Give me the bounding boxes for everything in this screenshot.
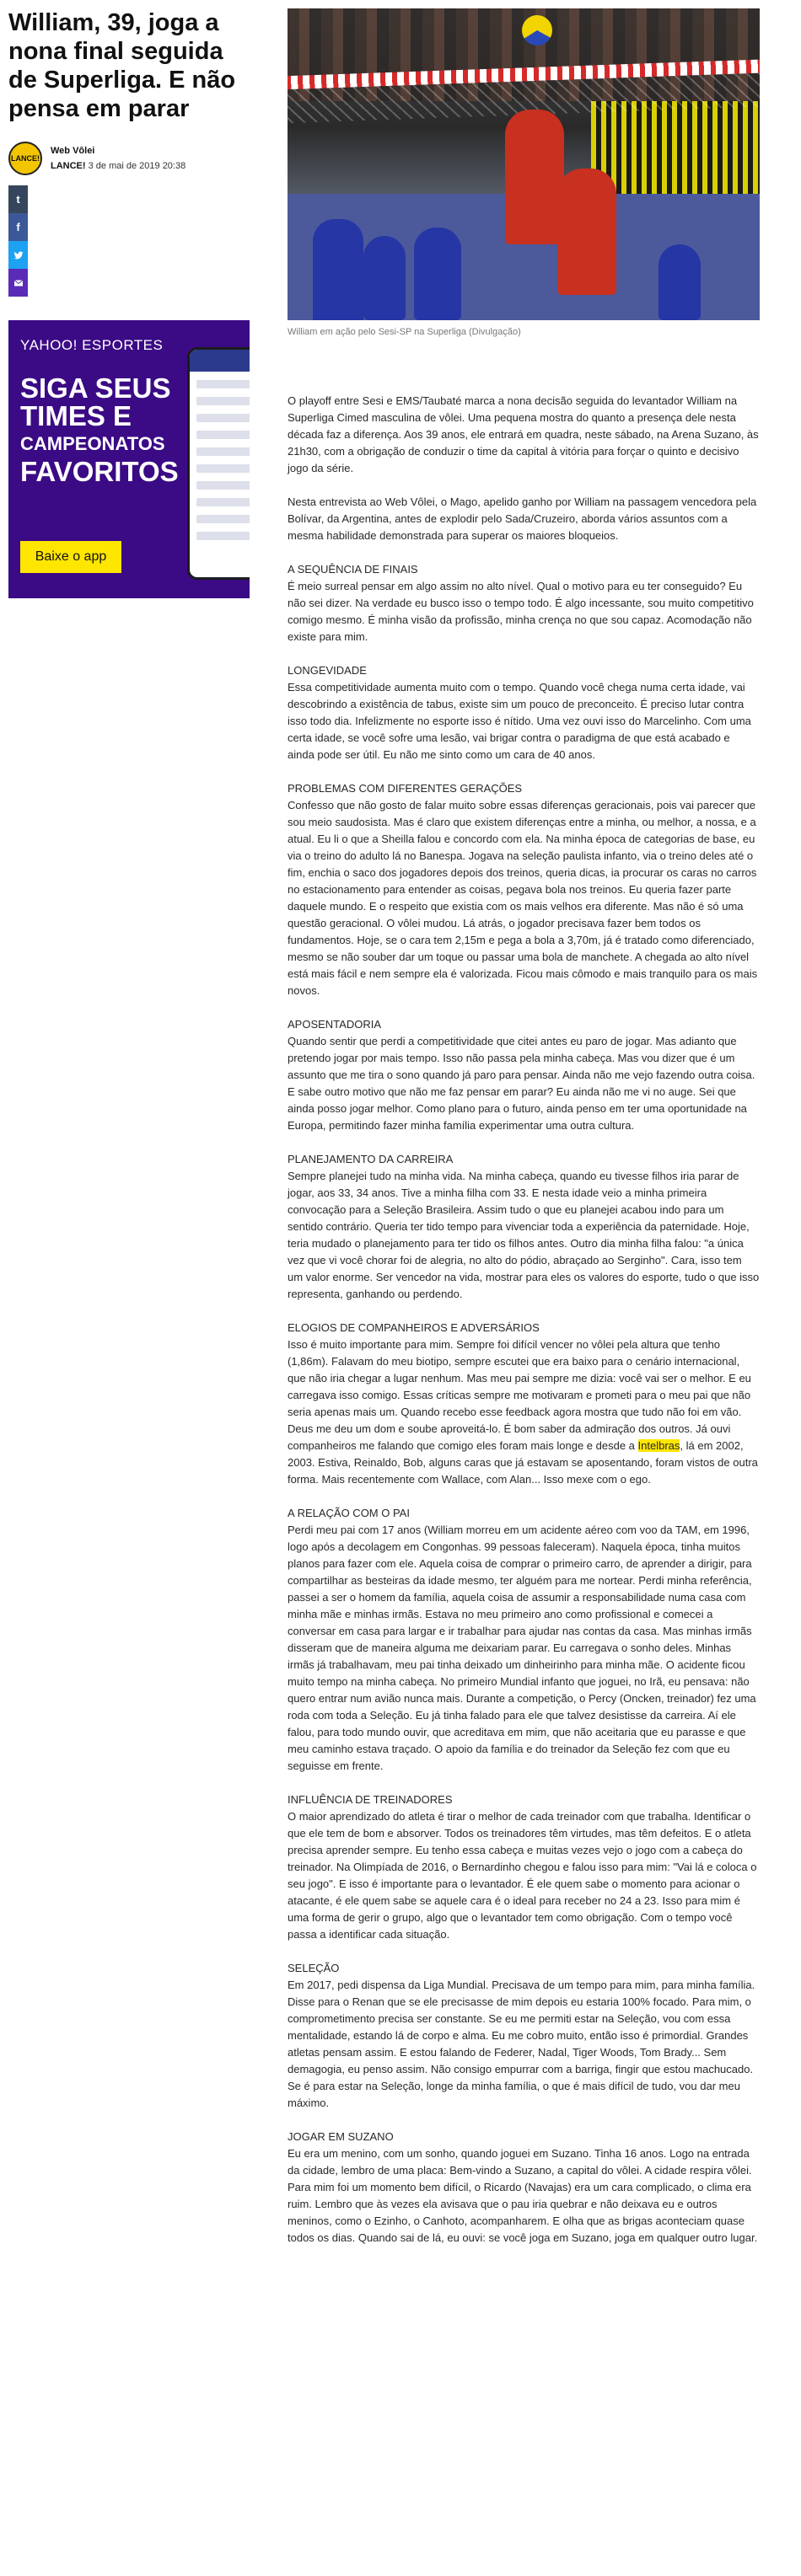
section-body: Em 2017, pedi dispensa da Liga Mundial. Precisava de um tempo para mim, para minha família. Disse para o Renan que se ele precisasse de mim depois eu estaria 100% focado. Para mim, o comprometimento precisa ser constante. Se eu me permiti estar na Seleção, vou com essa mentalidade, estando lá de corpo e alma. Eu me cobro muito, então isso é primordial. Grandes atletas pensam assim. E estou falando de Federer, Nadal, Tiger Woods, Tom Brady... Sem demagogia, eu penso assim. Não consigo empurrar com a barriga, fingir que estou machucado. Se é para estar na Seleção, longe da minha família, o que é mais difícil de tudo, vou dar meu máximo.	[288, 1979, 755, 2109]
section-elogios	[288, 1320, 760, 1488]
tumblr-icon: t	[16, 193, 20, 206]
section-title: A RELAÇÃO COM O PAI	[288, 1507, 410, 1519]
photo-caption: William em ação pelo Sesi-SP na Superliga (Divulgação)	[288, 327, 521, 337]
section-treinadores	[288, 1791, 760, 1943]
facebook-share-button[interactable]	[8, 213, 28, 241]
byline	[8, 142, 253, 175]
twitter-icon	[13, 250, 24, 260]
email-share-button[interactable]	[8, 269, 28, 297]
section-suzano	[288, 2129, 760, 2247]
section-title: SELEÇÃO	[288, 1962, 340, 1974]
left-column	[8, 8, 253, 598]
main-column	[288, 8, 760, 2263]
volleyball-ball	[522, 15, 552, 46]
ad-line-1: SIGA SEUS	[20, 372, 171, 404]
ad-phone-mockup	[187, 347, 250, 580]
intelbras-highlight-link[interactable]: Intelbras	[637, 1439, 680, 1452]
author-avatar[interactable]: LANCE!	[8, 142, 42, 175]
section-body	[288, 1336, 760, 1488]
section-body-text: , lá em 2002, 2003. Estiva, Reinaldo, Bob, alguns caras que já estavam se aposentando, foram vistos de outra forma. Mais recentemente com Wallace, com Alan... Isso mexe com o ego.	[288, 1439, 758, 1486]
section-body: É meio surreal pensar em algo assim no alto nível. Qual o motivo para eu ter conseguido? Eu não sei dizer. Na verdade eu busco isso o tempo todo. É algo incessante, sou muito competitivo comigo mesmo. É minha visão da profissão, minha crença no que sou capaz. Acomodação não existe para mim.	[288, 580, 754, 643]
section-title: APOSENTADORIA	[288, 1018, 382, 1031]
section-title: ELOGIOS DE COMPANHEIROS E ADVERSÁRIOS	[288, 1321, 540, 1334]
byline-text	[51, 143, 185, 174]
source-name: LANCE!	[51, 161, 86, 171]
section-pai	[288, 1505, 760, 1775]
facebook-icon: f	[16, 221, 20, 233]
tumblr-share-button[interactable]	[8, 185, 28, 213]
article-headline: William, 39, joga a nona final seguida de Superliga. E não pensa em parar	[8, 9, 236, 122]
ad-headline	[20, 374, 197, 485]
intro-paragraph-1: O playoff entre Sesi e EMS/Taubaté marca a nona decisão seguida do levantador William na Superliga Cimed masculina de vôlei. Uma pequena mostra do quanto a presença dele nesta década faz a diferença. Aos 39 anos, ele entrará em quadra, neste sábado, na Arena Suzano, às 21h30, com a obrigação de conduzir o time da capital à vitória para forçar o quinto e decisivo jogo da série.	[288, 394, 759, 474]
ad-line-2: TIMES E	[20, 400, 132, 431]
section-longevidade	[288, 662, 760, 763]
envelope-icon	[13, 278, 24, 288]
ad-brand-logo: YAHOO! ESPORTES	[20, 337, 164, 353]
author-name[interactable]: Web Vôlei	[51, 146, 95, 156]
publish-date: 3 de mai de 2019 20:38	[88, 161, 186, 171]
ad-line-3: CAMPEONATOS	[20, 433, 165, 454]
section-title: LONGEVIDADE	[288, 664, 367, 677]
section-title: PROBLEMAS COM DIFERENTES GERAÇÕES	[288, 782, 523, 795]
section-body: Perdi meu pai com 17 anos (William morreu em um acidente aéreo com voo da TAM, em 1996, logo após a decolagem em Congonhas. 99 pessoas faleceram). Naquela época, tinha muitos planos para fazer com ele. Aquela coisa de comprar o primeiro carro, de aprender a dirigir, para compartilhar as besteiras da idade mesmo, ter alguém para me nortear. Perdi minha referência, passei a ser o homem da família, aquela coisa de assumir a responsabilidade numa casa com minha mãe e minhas irmãs. Estava no meu primeiro ano como profissional e comecei a conversar em casa para largar e ir trabalhar para ajudar nas contas da casa. Mas minhas irmãs disseram que de maneira alguma me deixariam parar. Eu carregava o sonho deles. Minhas irmãs já trabalhavam, meu pai tinha deixado um dinheirinho para minha mãe. O acidente ficou muito tempo na minha cabeça. No primeiro Mundial infanto que joguei, no Irã, eu pensava: não quero entrar num avião nunca mais. Durante a competição, o Percy (Oncken, treinador) fez uma roda com toda a Seleção. Eu já tinha falado para ele que talvez desistisse da carreira. Aí ele falou, para todo mundo ouvir, que acreditava em mim, que não aceitaria que eu parasse e que meu caminho estava traçado. O apoio da família e do treinador da Seleção fez com que eu seguisse em frente.	[288, 1524, 756, 1772]
section-aposentadoria	[288, 1016, 760, 1134]
section-body: Eu era um menino, com um sonho, quando joguei em Suzano. Tinha 16 anos. Logo na entrada da cidade, lembro de uma placa: Bem-vindo a Suzano, a capital do vôlei. A cidade respira vôlei. Para mim foi um momento bem difícil, o Ricardo (Navajas) era um cara complicado, o clima era ruim. Lembro que às vezes ela avisava que o pau iria quebrar e não deixava eu e outros meninos, como o Ezinho, o Canhoto, acompanharem. E olha que as brigas aconteciam quase todos os dias. Quando sai de lá, eu ouvi: se você joga em Suzano, joga em qualquer outro lugar.	[288, 2147, 758, 2244]
section-body: Essa competitividade aumenta muito com o tempo. Quando você chega numa certa idade, vai descobrindo a existência de tabus, existe sim um pouco de preconceito. É preciso lutar contra isso todo dia. Infelizmente no esporte isso é nítido. Uma vez ouvi isso do Marcelinho. Com uma certa idade, se você sofre uma lesão, vai brigar contra o paradigma de que está acabado e ainda pode ser útil. Eu não me sinto como um cara de 40 anos.	[288, 681, 751, 761]
ad-download-button[interactable]: Baixe o app	[20, 541, 121, 573]
section-body: Sempre planejei tudo na minha vida. Na minha cabeça, quando eu tivesse filhos iria parar de jogar, aos 33, 34 anos. Tive a minha filha com 33. E nesta idade veio a minha primeira convocação para a Seleção Brasileira. Assim tudo o que eu planejei acabou indo para um sentido contrário. Queria ter tido tempo para vivenciar toda a experiência da paternidade. Hoje, teria mudado o planejamento para ter tido os filhos antes. Outro dia minha filha falou: "a única vez que vi você chorar foi de alegria, no alto do pódio, abraçado ao Serginho". Cara, isso tem um valor enorme. Ser vencedor na vida, mostrar para eles os valores do esporte, tudo o que isso representa, ganhando ou perdendo.	[288, 1170, 760, 1300]
share-bar	[8, 185, 28, 297]
section-body: Quando sentir que perdi a competitividade que citei antes eu paro de jogar. Mas adianto que pretendo jogar por mais tempo. Isso não passa pela minha cabeça. Mas vou dizer que é um assunto que me tira o sono quando já paro para pensar. Ainda não me vejo fazendo outra coisa. E sabe outro motivo que não me faz pensar em parar? Eu ainda não me vi no auge. Sei que ainda posso jogar melhor. Como plano para o futuro, ainda penso em ter uma oportunidade na Europa, permitindo fazer minha família experimentar uma outra cultura.	[288, 1035, 755, 1132]
section-selecao	[288, 1960, 760, 2112]
section-body: O maior aprendizado do atleta é tirar o melhor de cada treinador com que trabalha. Identificar o que ele tem de bom e absorver. Todos os treinadores têm virtudes, mas têm defeitos. E o atleta precisa aprender sempre. Eu tenho essa cabeça e muitas vezes vejo o jogo com a cabeça do treinador. Na Olimpíada de 2016, o Bernardinho chegou e falou isso para mim: "Vai lá e coloca o seu jogo". E isso é importante para o levantador. É ele quem sabe o momento para acionar o atacante, é ele quem sabe se aquele cara é o ideal para receber no 24 a 23. Isso para mim é uma forma de gerir o grupo, algo que o levantador tem como obrigação. Com o tempo você passa a identificar cada situação.	[288, 1810, 757, 1941]
section-body-text: Isso é muito importante para mim. Sempre foi difícil vencer no vôlei pela altura que tenho (1,86m). Falavam do meu biotipo, sempre escutei que era baixo para o cenário internacional, que não iria chegar a lugar nenhum. Mas meu pai sempre me dizia: você vai ser o melhor. E eu carregava isso comigo. Essas críticas sempre me motivaram e prometi para o meu pai que não seria apenas mais um. Quando recebo esse feedback agora mostra que tudo não foi em vão. Deus me deu um dom e soube aproveitá-lo. É bom saber da admiração dos outros. Já ouvi companheiros me falando que comigo eles foram mais longe e desde a	[288, 1338, 751, 1452]
section-title: A SEQUÊNCIA DE FINAIS	[288, 563, 418, 576]
section-geracoes	[288, 780, 760, 999]
section-planejamento	[288, 1151, 760, 1303]
article-photo[interactable]	[288, 8, 760, 320]
yahoo-esportes-ad[interactable]	[8, 320, 250, 598]
section-title: INFLUÊNCIA DE TREINADORES	[288, 1793, 453, 1806]
section-body: Confesso que não gosto de falar muito sobre essas diferenças geracionais, pois vai parecer que sou meio saudosista. Mas é claro que existem diferenças entre a minha, ou melhor, a nossa, e a atual. Eu li o que a Sheilla falou e concordo com ela. Na minha época de categorias de base, eu via o treino do adulto lá no Banespa. Jogava na seleção paulista infanto, via o treino deles até o fim, enchia o saco dos jogadores depois dos treinos, queria dicas, ia procurar os caras no carros no estacionamento para entender as coisas, pegava bola nos treinos. Eu queria fazer parte daquele mundo. E o respeito que existia com os mais velhos era diferente. Mas não é só uma questão geracional. O vôlei mudou. Lá atrás, o jogador precisava fazer bem todos os fundamentos. Hoje, se o cara tem 2,15m e pega a bola a 3,70m, já é tratado como diferenciado, mesmo se não souber dar um toque ou passar uma bola de manchete. A chegada ao alto nível está mais fácil e nem sempre ela é valorizada. Ficou mais cômodo e mais tranquilo para os mais novos.	[288, 799, 758, 997]
twitter-share-button[interactable]	[8, 241, 28, 269]
section-title: PLANEJAMENTO DA CARREIRA	[288, 1153, 454, 1165]
ad-line-4: FAVORITOS	[20, 456, 179, 487]
section-sequencia	[288, 561, 760, 645]
article-body	[288, 393, 760, 2247]
section-title: JOGAR EM SUZANO	[288, 2130, 394, 2143]
intro-paragraph-2: Nesta entrevista ao Web Vôlei, o Mago, apelido ganho por William na passagem vencedora pela Bolívar, da Argentina, antes de explodir pelo Sada/Cruzeiro, aborda vários assuntos com a mesma habilidade demonstrada para superar os maiores bloqueios.	[288, 495, 757, 542]
